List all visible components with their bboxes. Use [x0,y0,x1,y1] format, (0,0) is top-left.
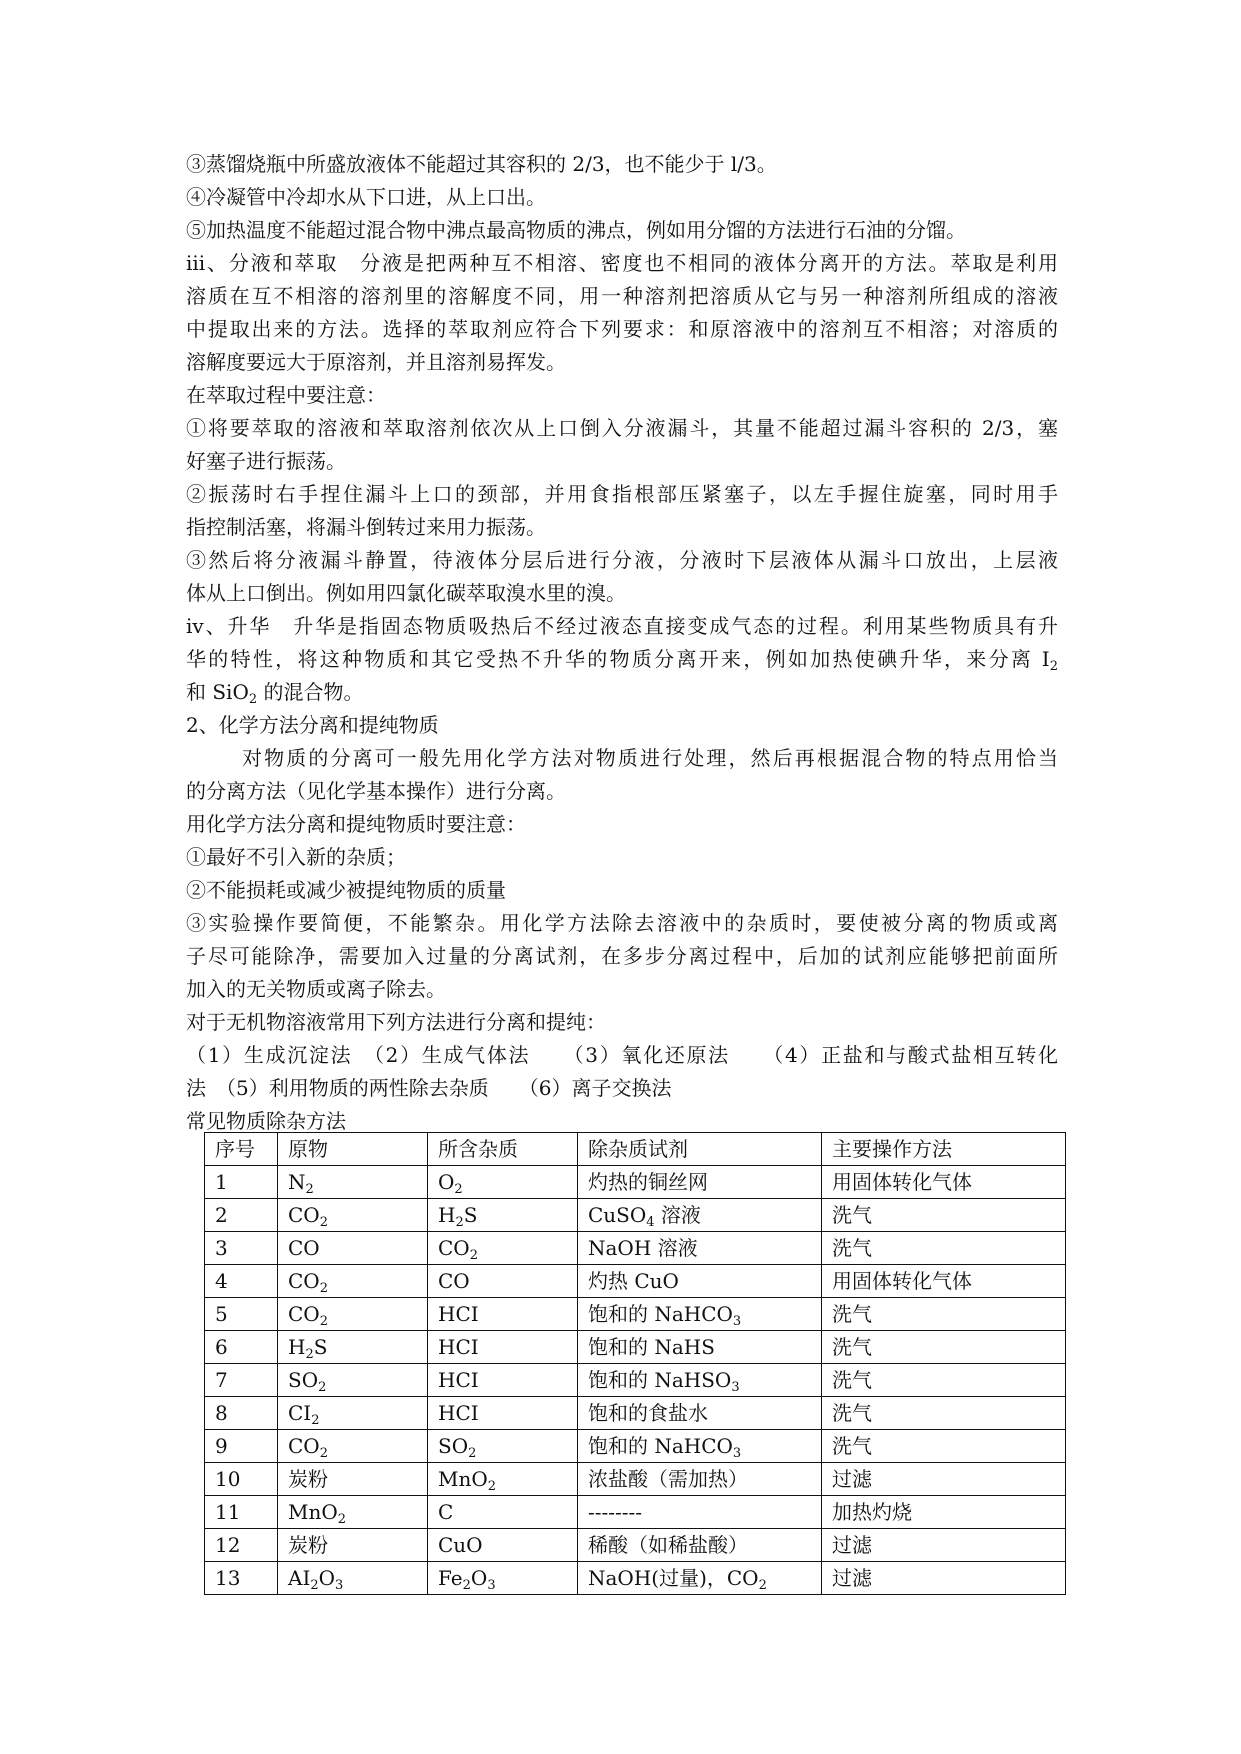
table-cell: 洗气 [822,1364,1066,1397]
text-line: 和 SiO$_2$ 的混合物。 [186,680,364,707]
table-cell: 12 [205,1529,278,1562]
table-row [205,1265,1066,1298]
text-line: 2、化学方法分离和提纯物质 [186,713,439,737]
table-cell: 过滤 [822,1463,1066,1496]
text-line: 子尽可能除净，需要加入过量的分离试剂，在多步分离过程中，后加的试剂应能够把前面所 [186,944,1058,968]
table-cell: CO [278,1232,428,1265]
table-cell: 11 [205,1496,278,1529]
table-cell: NaOH(过量)，$CO_2$ [578,1562,822,1595]
table-cell: 9 [205,1430,278,1463]
table-cell: 饱和的 NaHCO$_3$ [578,1430,822,1463]
table-row [205,1232,1066,1265]
text-line: 华的特性，将这种物质和其它受热不升华的物质分离开来，例如加热使碘升华，来分离 $I_2$ [186,647,1058,674]
table-cell: 洗气 [822,1397,1066,1430]
table-cell: CuO [428,1529,578,1562]
table-cell: 稀酸（如稀盐酸） [578,1529,822,1562]
text-line: 中提取出来的方法。选择的萃取剂应符合下列要求：和原溶液中的溶剂互不相溶；对溶质的 [186,317,1058,341]
table-cell: $O_2$ [428,1166,578,1199]
table-cell: 加热灼烧 [822,1496,1066,1529]
table-cell: 洗气 [822,1199,1066,1232]
text-line: 法 （5）利用物质的两性除去杂质 （6）离子交换法 [186,1076,672,1100]
text-line: 溶质在互不相溶的溶剂里的溶解度不同，用一种溶剂把溶质从它与另一种溶剂所组成的溶液 [186,284,1058,308]
table-cell: HCI [428,1331,578,1364]
table-cell: C [428,1496,578,1529]
text-line: ②振荡时右手捏住漏斗上口的颈部，并用食指根部压紧塞子，以左手握住旋塞，同时用手 [186,482,1058,506]
table-row [205,1331,1066,1364]
table-cell: 1 [205,1166,278,1199]
table-cell: 洗气 [822,1430,1066,1463]
table-cell: $CO_2$ [278,1430,428,1463]
table-row [205,1496,1066,1529]
text-line: 对物质的分离可一般先用化学方法对物质进行处理，然后再根据混合物的特点用恰当 [242,746,1058,770]
table-cell: $N_2$ [278,1166,428,1199]
table-header-cell: 所含杂质 [428,1133,578,1166]
table-cell: 8 [205,1397,278,1430]
text-line: ④冷凝管中冷却水从下口进，从上口出。 [186,185,546,209]
text-line: ①最好不引入新的杂质； [186,845,406,869]
table-cell: 饱和的 NaHCO$_3$ [578,1298,822,1331]
table-cell: CO [428,1265,578,1298]
table-cell: 过滤 [822,1529,1066,1562]
text-line: ③蒸馏烧瓶中所盛放液体不能超过其容积的 2/3，也不能少于 l/3。 [186,152,777,176]
table-cell: 饱和的食盐水 [578,1397,822,1430]
table-cell: $CO_2$ [278,1265,428,1298]
table-header-cell: 序号 [205,1133,278,1166]
text-line: 常见物质除杂方法 [186,1109,346,1133]
table-row [205,1397,1066,1430]
table-cell: -------- [578,1496,822,1529]
text-line: 体从上口倒出。例如用四氯化碳萃取溴水里的溴。 [186,581,626,605]
table-cell: 炭粉 [278,1529,428,1562]
table-cell: 用固体转化气体 [822,1265,1066,1298]
text-line: iv、升华 升华是指固态物质吸热后不经过液态直接变成气态的过程。利用某些物质具有升 [186,614,1058,638]
text-line: 在萃取过程中要注意： [186,383,386,407]
table-row [205,1463,1066,1496]
table-cell: 4 [205,1265,278,1298]
table-cell: 2 [205,1199,278,1232]
text-line: 指控制活塞，将漏斗倒转过来用力振荡。 [186,515,546,539]
table-cell: $CI_2$ [278,1397,428,1430]
text-line: 用化学方法分离和提纯物质时要注意： [186,812,526,836]
text-line: 好塞子进行振荡。 [186,449,346,473]
table-cell: $H_2S$ [278,1331,428,1364]
text-line: iii、分液和萃取 分液是把两种互不相溶、密度也不相同的液体分离开的方法。萃取是利用 [186,251,1058,275]
table-row [205,1562,1066,1595]
text-line: ⑤加热温度不能超过混合物中沸点最高物质的沸点，例如用分馏的方法进行石油的分馏。 [186,218,966,242]
table-cell: HCI [428,1364,578,1397]
table-cell: 5 [205,1298,278,1331]
impurity-removal-table [204,1132,1066,1595]
table-cell: 饱和的 NaHSO$_3$ [578,1364,822,1397]
table-cell: $CO_2$ [278,1199,428,1232]
table-cell: 饱和的 NaHS [578,1331,822,1364]
table-cell: $CO_2$ [278,1298,428,1331]
text-line: 对于无机物溶液常用下列方法进行分离和提纯： [186,1010,606,1034]
table-cell: HCI [428,1397,578,1430]
table-cell: $Fe_2O_3$ [428,1562,578,1595]
table-cell: 灼热的铜丝网 [578,1166,822,1199]
table-header-row [205,1133,1066,1166]
table-row [205,1199,1066,1232]
table-cell: 3 [205,1232,278,1265]
table-cell: $H_2S$ [428,1199,578,1232]
table-cell: 用固体转化气体 [822,1166,1066,1199]
table-cell: 浓盐酸（需加热） [578,1463,822,1496]
text-line: ②不能损耗或减少被提纯物质的质量 [186,878,506,902]
table-cell: 过滤 [822,1562,1066,1595]
table-cell: 10 [205,1463,278,1496]
text-line: （1）生成沉淀法 （2）生成气体法 （3）氧化还原法 （4）正盐和与酸式盐相互转化 [186,1043,1058,1067]
table-cell: HCI [428,1298,578,1331]
text-line: 溶解度要远大于原溶剂，并且溶剂易挥发。 [186,350,566,374]
table-header-cell: 除杂质试剂 [578,1133,822,1166]
table-cell: 7 [205,1364,278,1397]
table-cell: $SO_2$ [428,1430,578,1463]
table-cell: NaOH 溶液 [578,1232,822,1265]
table-header-cell: 原物 [278,1133,428,1166]
text-line: 加入的无关物质或离子除去。 [186,977,446,1001]
table-cell: MnO$_2$ [278,1496,428,1529]
text-line: ③然后将分液漏斗静置，待液体分层后进行分液，分液时下层液体从漏斗口放出，上层液 [186,548,1058,572]
table-cell: 6 [205,1331,278,1364]
table-cell: CuSO$_4$ 溶液 [578,1199,822,1232]
text-line: ③实验操作要简便，不能繁杂。用化学方法除去溶液中的杂质时，要使被分离的物质或离 [186,911,1058,935]
table-cell: 灼热 CuO [578,1265,822,1298]
table-cell: 炭粉 [278,1463,428,1496]
table-cell: 洗气 [822,1298,1066,1331]
table-row [205,1430,1066,1463]
document-body [186,148,1058,1138]
table-cell: 洗气 [822,1331,1066,1364]
table-header-cell: 主要操作方法 [822,1133,1066,1166]
table-cell: $SO_2$ [278,1364,428,1397]
table-cell: MnO$_2$ [428,1463,578,1496]
table-cell: $CO_2$ [428,1232,578,1265]
table-row [205,1298,1066,1331]
text-line: 的分离方法（见化学基本操作）进行分离。 [186,779,566,803]
table-row [205,1364,1066,1397]
table-cell: $AI_2O_3$ [278,1562,428,1595]
table-cell: 13 [205,1562,278,1595]
table-row [205,1166,1066,1199]
text-line: ①将要萃取的溶液和萃取溶剂依次从上口倒入分液漏斗，其量不能超过漏斗容积的 2/3，塞 [186,416,1058,440]
table-cell: 洗气 [822,1232,1066,1265]
table-row [205,1529,1066,1562]
